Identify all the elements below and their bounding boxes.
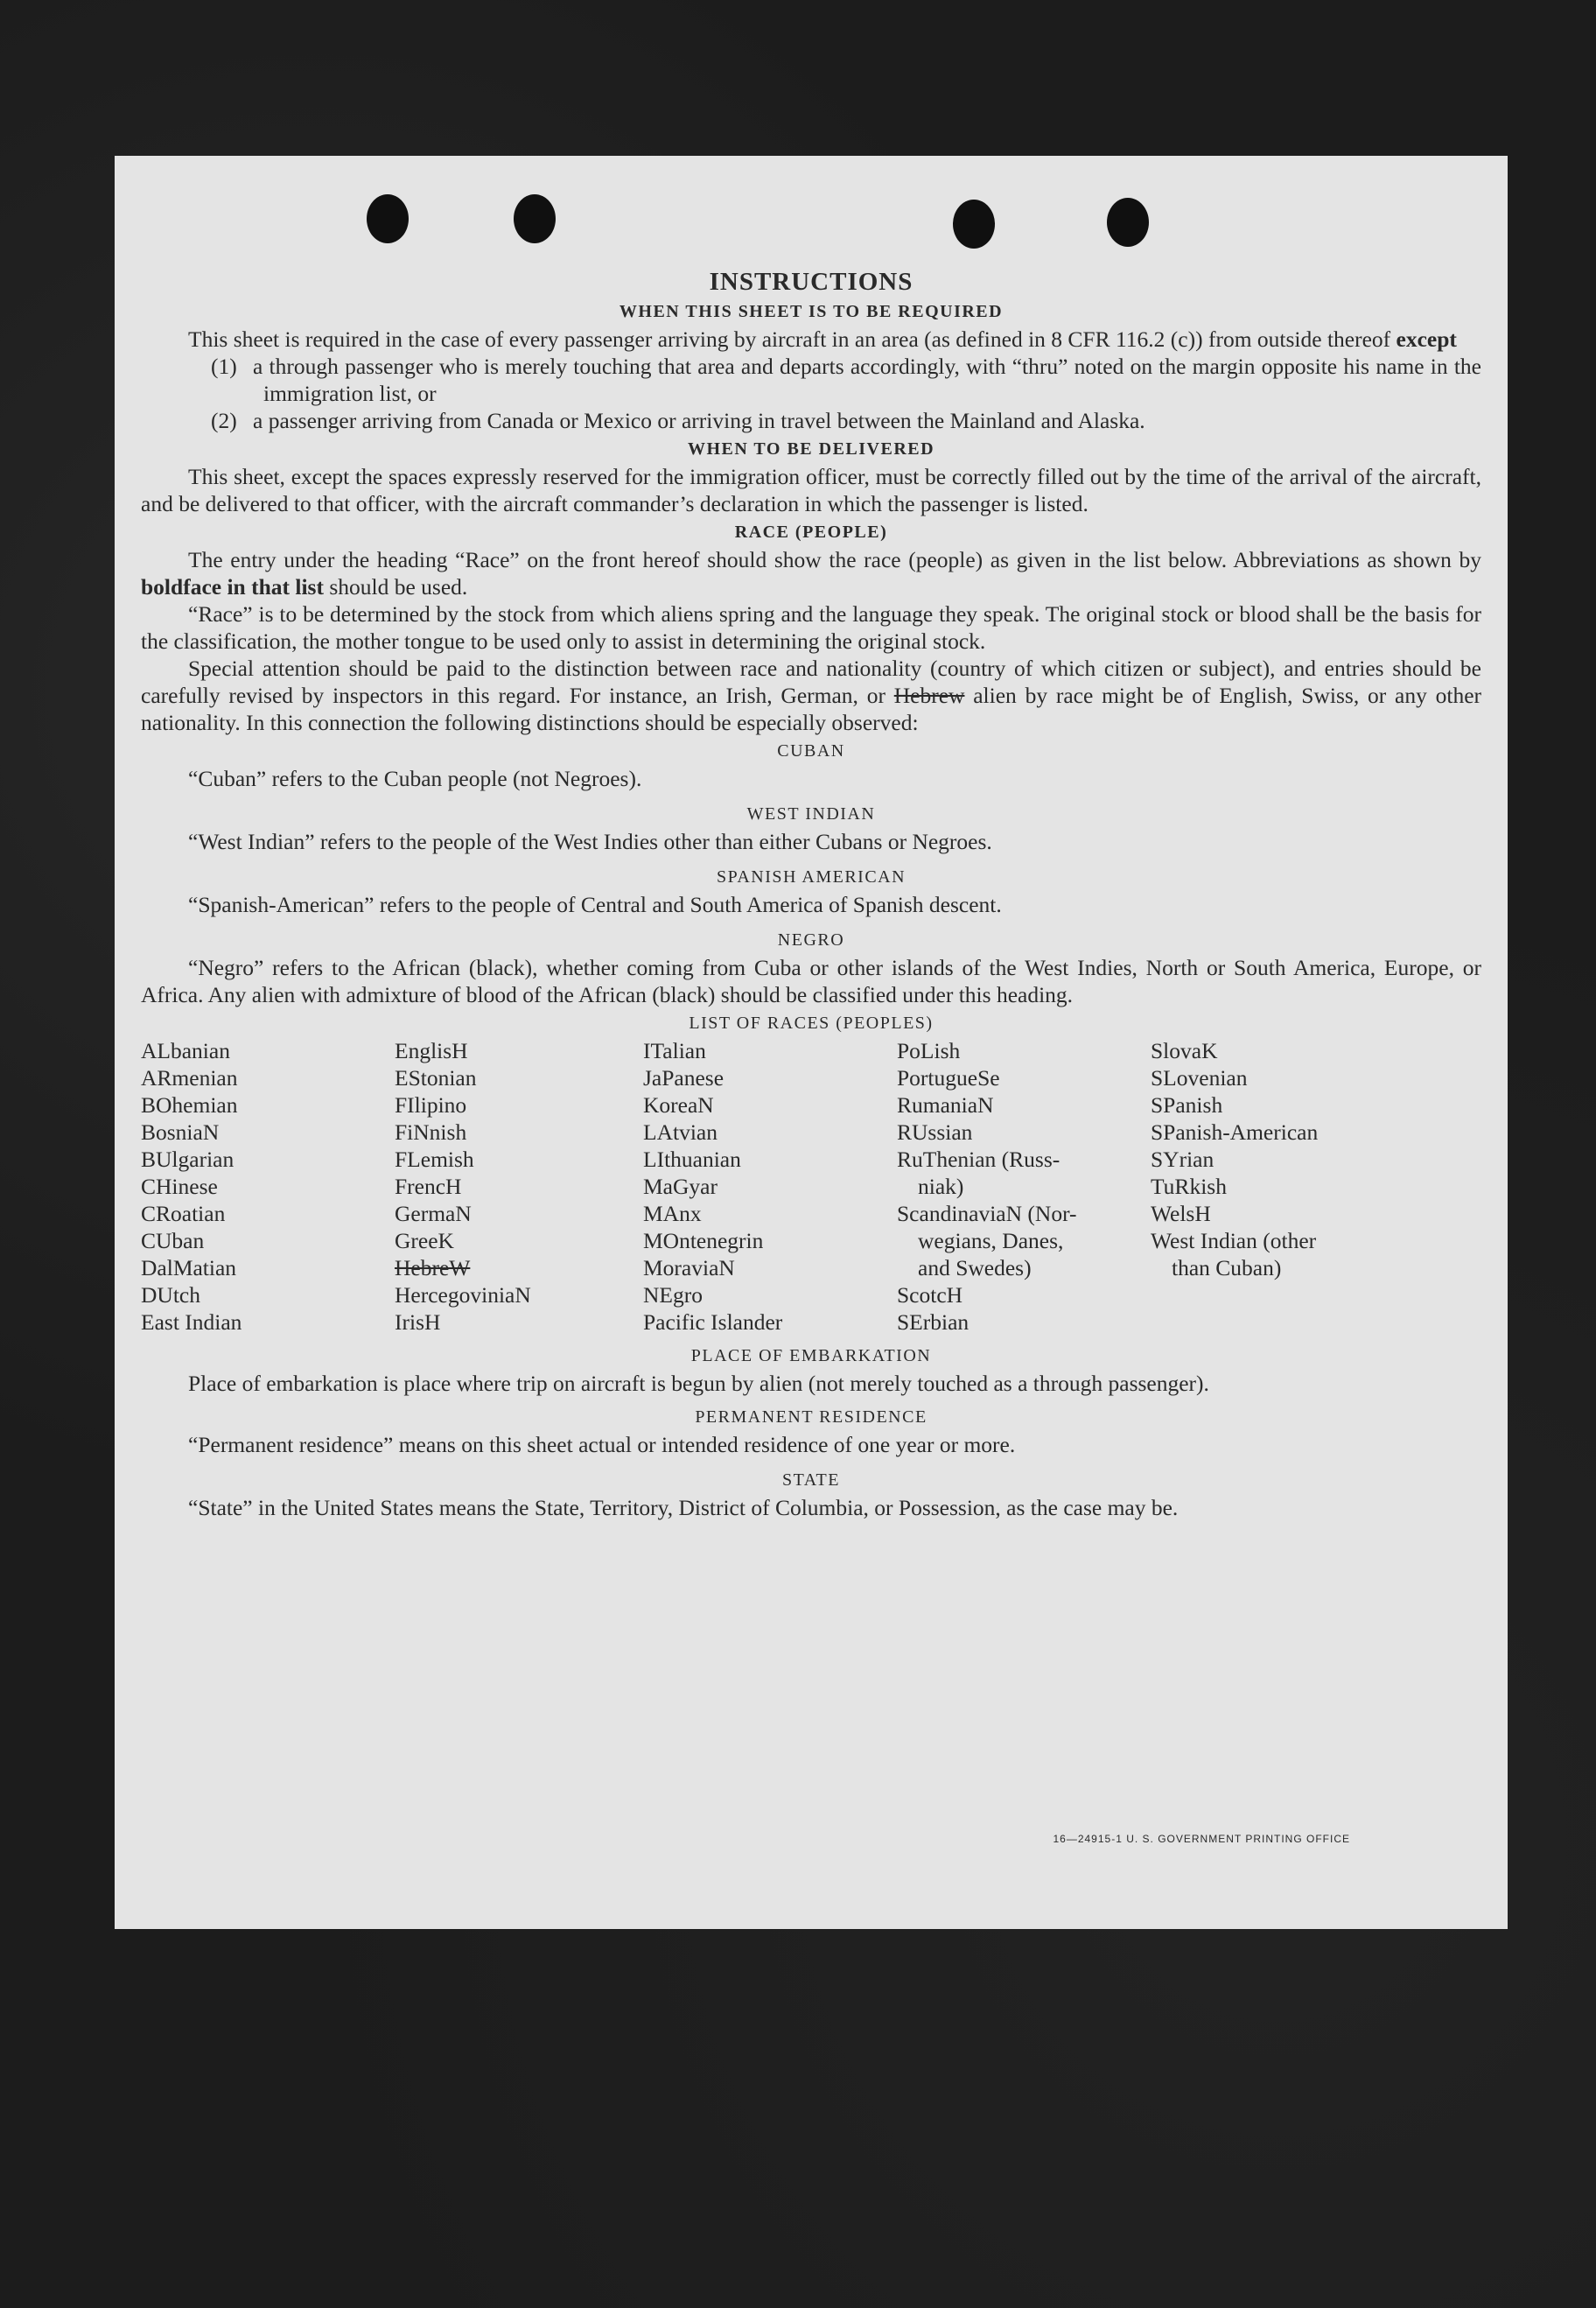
exception-item: (1) a through passenger who is merely touching that area and departs accordingly, with “thru” noted on the margin opposite his name in the immigration list, or (211, 354, 1481, 406)
punch-hole (953, 200, 995, 249)
cuban-text: “Cuban” refers to the Cuban people (not Negroes). (188, 766, 642, 791)
race-entry: FrencH (395, 1174, 462, 1199)
required-intro: This sheet is required in the case of every passenger arriving by aircraft in an area (as defined in 8 CFR 116.2 (c)) from outside thereof except (188, 326, 1457, 352)
race-entry: BosniaN (141, 1119, 220, 1145)
race-paragraph-1: The entry under the heading “Race” on the front hereof should show the race (people) as given in the list below. Abbreviations as shown by boldface in that list should be used. (141, 547, 1481, 600)
section-heading-state: STATE (782, 1470, 840, 1490)
race-entry: East Indian (141, 1309, 242, 1335)
delivered-text: This sheet, except the spaces expressly reserved for the immigration officer, must be correctly filled out by the time of the arrival of the aircraft, and be delivered to that officer, with the aircraft commander’s declaration in which the passenger is listed. (141, 464, 1481, 516)
document-sheet (115, 156, 1508, 1929)
negro-text: “Negro” refers to the African (black), whether coming from Cuba or other islands of the West Indies, North or South America, Europe, or Africa. Any alien with admixture of blood of the African (black) should be classified under this heading. (141, 955, 1481, 1007)
race-entry-continuation: and Swedes) (918, 1255, 1032, 1280)
race-entry: ALbanian (141, 1038, 230, 1063)
race-entry: Pacific Islander (643, 1309, 783, 1335)
instructions-content (141, 268, 1481, 1521)
race-entry: SPanish (1151, 1092, 1223, 1118)
race-entry: SYrian (1151, 1147, 1214, 1172)
race-entry: LAtvian (643, 1119, 718, 1145)
section-heading-required: WHEN THIS SHEET IS TO BE REQUIRED (619, 302, 1004, 321)
race-entry: PoLish (897, 1038, 961, 1063)
race-column (897, 1037, 1151, 1336)
race-column (141, 1037, 395, 1336)
race-entry: SErbian (897, 1309, 970, 1335)
race-entry: DalMatian (141, 1255, 237, 1280)
race-entry: ScotcH (897, 1282, 963, 1308)
race-entry: SPanish-American (1151, 1119, 1319, 1145)
race-entry-continuation: than Cuban) (1172, 1255, 1282, 1280)
race-entry-struck: HebreW (395, 1255, 471, 1280)
race-entry: IrisH (395, 1309, 441, 1335)
race-entry: West Indian (other (1151, 1228, 1317, 1253)
race-paragraph-2: “Race” is to be determined by the stock from which aliens spring and the language they speak. The original stock or blood shall be the basis for the classification, the mother tongue to be used only to assist in determining the original stock. (141, 601, 1481, 654)
race-entry: ITalian (643, 1038, 706, 1063)
section-heading-race: RACE (PEOPLE) (734, 523, 888, 542)
section-heading-negro: NEGRO (777, 930, 845, 950)
residence-text: “Permanent residence” means on this sheet actual or intended residence of one year or more. (188, 1432, 1016, 1457)
race-entry: TuRkish (1151, 1174, 1227, 1199)
punch-hole (367, 194, 409, 243)
race-entry: EStonian (395, 1065, 477, 1091)
section-heading-spanish-american: SPANISH AMERICAN (716, 867, 906, 887)
embarkation-text: Place of embarkation is place where trip on aircraft is begun by alien (not merely touched as a through passenger). (188, 1371, 1209, 1396)
section-heading-residence: PERMANENT RESIDENCE (695, 1407, 928, 1427)
race-entry: DUtch (141, 1282, 200, 1308)
race-entry: BUlgarian (141, 1147, 234, 1172)
race-entry: PortugueSe (897, 1065, 1000, 1091)
race-column (1151, 1037, 1404, 1336)
race-entry: FiNnish (395, 1119, 467, 1145)
race-entry: BOhemian (141, 1092, 238, 1118)
spanish-american-text: “Spanish-American” refers to the people of Central and South America of Spanish descent. (188, 892, 1002, 917)
race-entry: GermaN (395, 1201, 472, 1226)
race-entry: ScandinaviaN (Nor- (897, 1201, 1077, 1226)
race-entry: FLemish (395, 1147, 474, 1172)
section-heading-delivered: WHEN TO BE DELIVERED (687, 439, 935, 459)
race-entry-continuation: wegians, Danes, (918, 1228, 1064, 1253)
race-entry: EnglisH (395, 1038, 468, 1063)
exception-item: (2) a passenger arriving from Canada or Mexico or arriving in travel between the Mainland and Alaska. (211, 408, 1145, 433)
race-entry: JaPanese (643, 1065, 724, 1091)
race-entry-continuation: niak) (918, 1174, 964, 1199)
race-entry: NEgro (643, 1282, 703, 1308)
section-heading-list-of-races: LIST OF RACES (PEOPLES) (689, 1014, 934, 1033)
race-entry: GreeK (395, 1228, 454, 1253)
race-entry: KoreaN (643, 1092, 714, 1118)
race-column (395, 1037, 643, 1336)
race-entry: LIthuanian (643, 1147, 741, 1172)
punch-hole (1107, 198, 1149, 247)
printing-office-code: 16—24915-1 U. S. GOVERNMENT PRINTING OFFICE (1053, 1833, 1350, 1845)
race-entry: MaGyar (643, 1174, 718, 1199)
section-heading-west-indian: WEST INDIAN (746, 804, 876, 824)
race-entry: RUssian (897, 1119, 973, 1145)
race-entry: HercegoviniaN (395, 1282, 531, 1308)
state-text: “State” in the United States means the State, Territory, District of Columbia, or Possession, as the case may be. (188, 1495, 1179, 1520)
race-entry: MoraviaN (643, 1255, 735, 1280)
race-entry: MAnx (643, 1201, 702, 1226)
race-column (643, 1037, 897, 1336)
race-entry: SLovenian (1151, 1065, 1248, 1091)
race-entry: MOntenegrin (643, 1228, 764, 1253)
race-entry: CRoatian (141, 1201, 226, 1226)
race-entry: RumaniaN (897, 1092, 994, 1118)
race-entry: SlovaK (1151, 1038, 1218, 1063)
race-entry: ARmenian (141, 1065, 238, 1091)
race-entry: WelsH (1151, 1201, 1211, 1226)
race-entry: CUban (141, 1228, 205, 1253)
section-heading-cuban: CUBAN (777, 741, 845, 761)
race-list (141, 1037, 1481, 1336)
west-indian-text: “West Indian” refers to the people of the West Indies other than either Cubans or Negroes. (188, 829, 992, 854)
page-title: INSTRUCTIONS (709, 268, 914, 296)
race-entry: CHinese (141, 1174, 218, 1199)
race-entry: FIlipino (395, 1092, 467, 1118)
section-heading-embarkation: PLACE OF EMBARKATION (690, 1346, 932, 1365)
race-entry: RuThenian (Russ- (897, 1147, 1060, 1172)
race-paragraph-3: Special attention should be paid to the distinction between race and nationality (country of which citizen or subject), and entries should be carefully revised by inspectors in this regard. For instance, an Irish, German, or Hebrew alien by race might be of English, Swiss, or any other nationality. In this connection the following distinctions should be especially observed: (141, 656, 1482, 735)
punch-hole (514, 194, 556, 243)
